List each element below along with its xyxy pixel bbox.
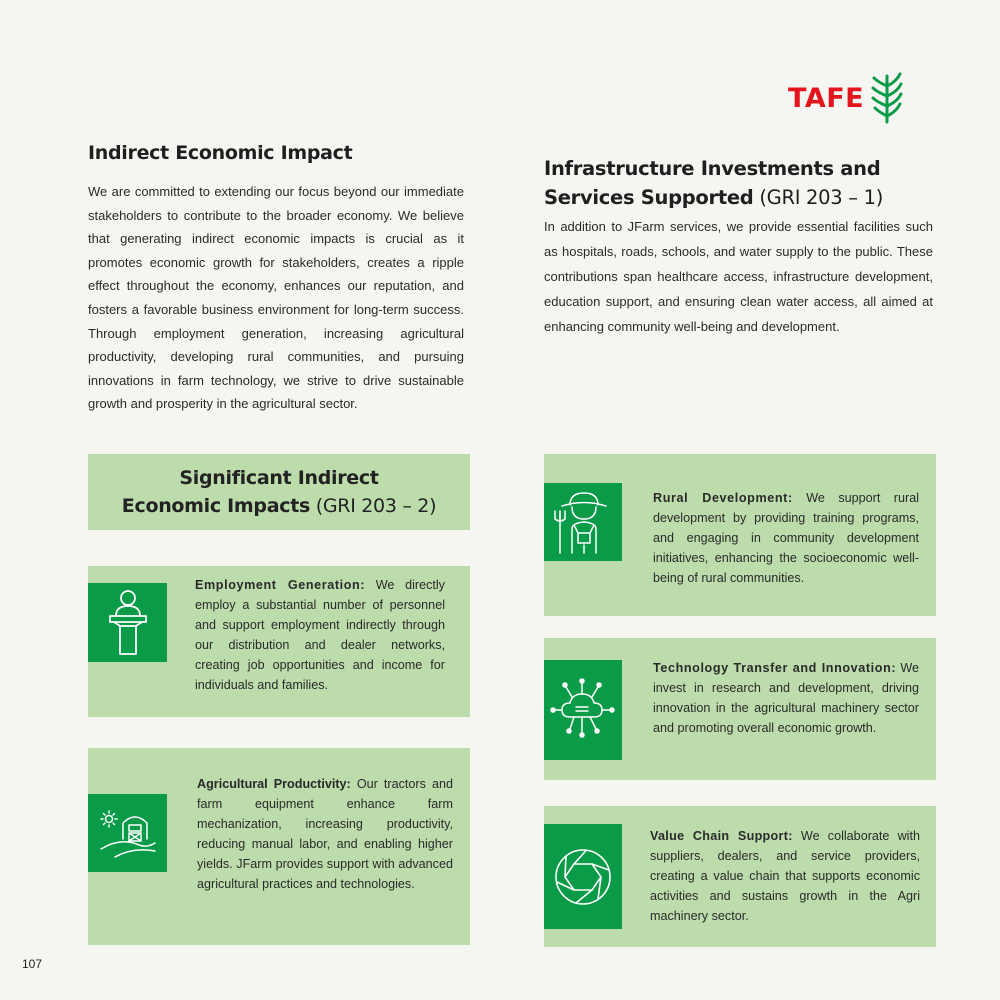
rural-body: We support rural development by providing training programs, and engaging in community development initiatives, enhancing the socioeconomic well-being of rural communities. xyxy=(653,491,919,585)
value-body: We collaborate with suppliers, dealers, and service providers, creating a value chain that supports economic activities and sustains growth in the Agri machinery sector. xyxy=(650,829,920,923)
agri-text xyxy=(197,774,453,894)
infrastructure-heading xyxy=(544,154,944,212)
value-text xyxy=(650,826,920,926)
agri-productivity-card xyxy=(88,748,470,945)
significant-line2-bold: Economic Impacts xyxy=(121,495,311,517)
indirect-impact-body: We are committed to extending our focus beyond our immediate stakeholders to contribute to the broader economy. We believe that generating indirect economic impacts is crucial as it promotes economic growth for stakeholders, creates a ripple effect throughout the economy, enhances our reputation, and fosters a favorable business environment for long-term success. Through employment generation, increasing agricultural productivity, developing rural communities, and pursuing innovations in farm technology, we strive to drive sustainable growth and prosperity in the agricultural sector. xyxy=(88,184,464,412)
infrastructure-heading-line1: Infrastructure Investments and xyxy=(544,157,881,180)
infrastructure-body: In addition to JFarm services, we provide essential facilities such as hospitals, roads, schools, and water supply to the public. These contributions span healthcare access, infrastructure development, education support, and ensuring clean water access, all aimed at enhancing community well-being and development. xyxy=(544,219,933,334)
significant-line2-ref: (GRI 203 – 2) xyxy=(310,495,437,517)
infrastructure-heading-ref: (GRI 203 – 1) xyxy=(753,186,884,209)
significant-line1: Significant Indirect xyxy=(179,467,379,489)
significant-impacts-header xyxy=(88,454,470,530)
technology-transfer-card xyxy=(544,638,936,780)
tafe-logo xyxy=(788,70,938,126)
infrastructure-heading-bold: Services Supported xyxy=(544,186,754,209)
leaf-icon xyxy=(870,70,904,126)
barn-icon xyxy=(88,794,167,872)
cloud-network-icon xyxy=(544,660,622,760)
indirect-impact-heading: Indirect Economic Impact xyxy=(88,142,353,164)
agri-body: Our tractors and farm equipment enhance farm mechanization, increasing productivity, reducing manual labor, and enabling higher yields. JFarm provides support with advanced agricultural practices and technologies. xyxy=(197,777,453,891)
podium-speaker-icon xyxy=(88,583,167,662)
farmer-icon xyxy=(544,483,622,561)
value-chain-card xyxy=(544,806,936,947)
aperture-icon xyxy=(544,824,622,929)
employment-title: Employment Generation: xyxy=(195,578,366,592)
employment-card xyxy=(88,566,470,717)
tech-text xyxy=(653,658,919,738)
logo-text: TAFE xyxy=(788,82,865,114)
rural-development-card xyxy=(544,454,936,616)
rural-text xyxy=(653,488,919,588)
employment-text xyxy=(195,575,445,695)
tech-title: Technology Transfer and Innovation: xyxy=(653,661,897,675)
page-number: 107 xyxy=(22,957,43,971)
agri-title: Agricultural Productivity: xyxy=(197,777,351,791)
value-title: Value Chain Support: xyxy=(650,829,793,843)
employment-body: We directly employ a substantial number of personnel and support employment indirectly through our distribution and dealer networks, creating job opportunities and income for individuals and families. xyxy=(195,578,445,692)
tech-body: We invest in research and development, driving innovation in the agricultural machinery sector and promoting overall economic growth. xyxy=(653,661,919,735)
rural-title: Rural Development: xyxy=(653,491,793,505)
